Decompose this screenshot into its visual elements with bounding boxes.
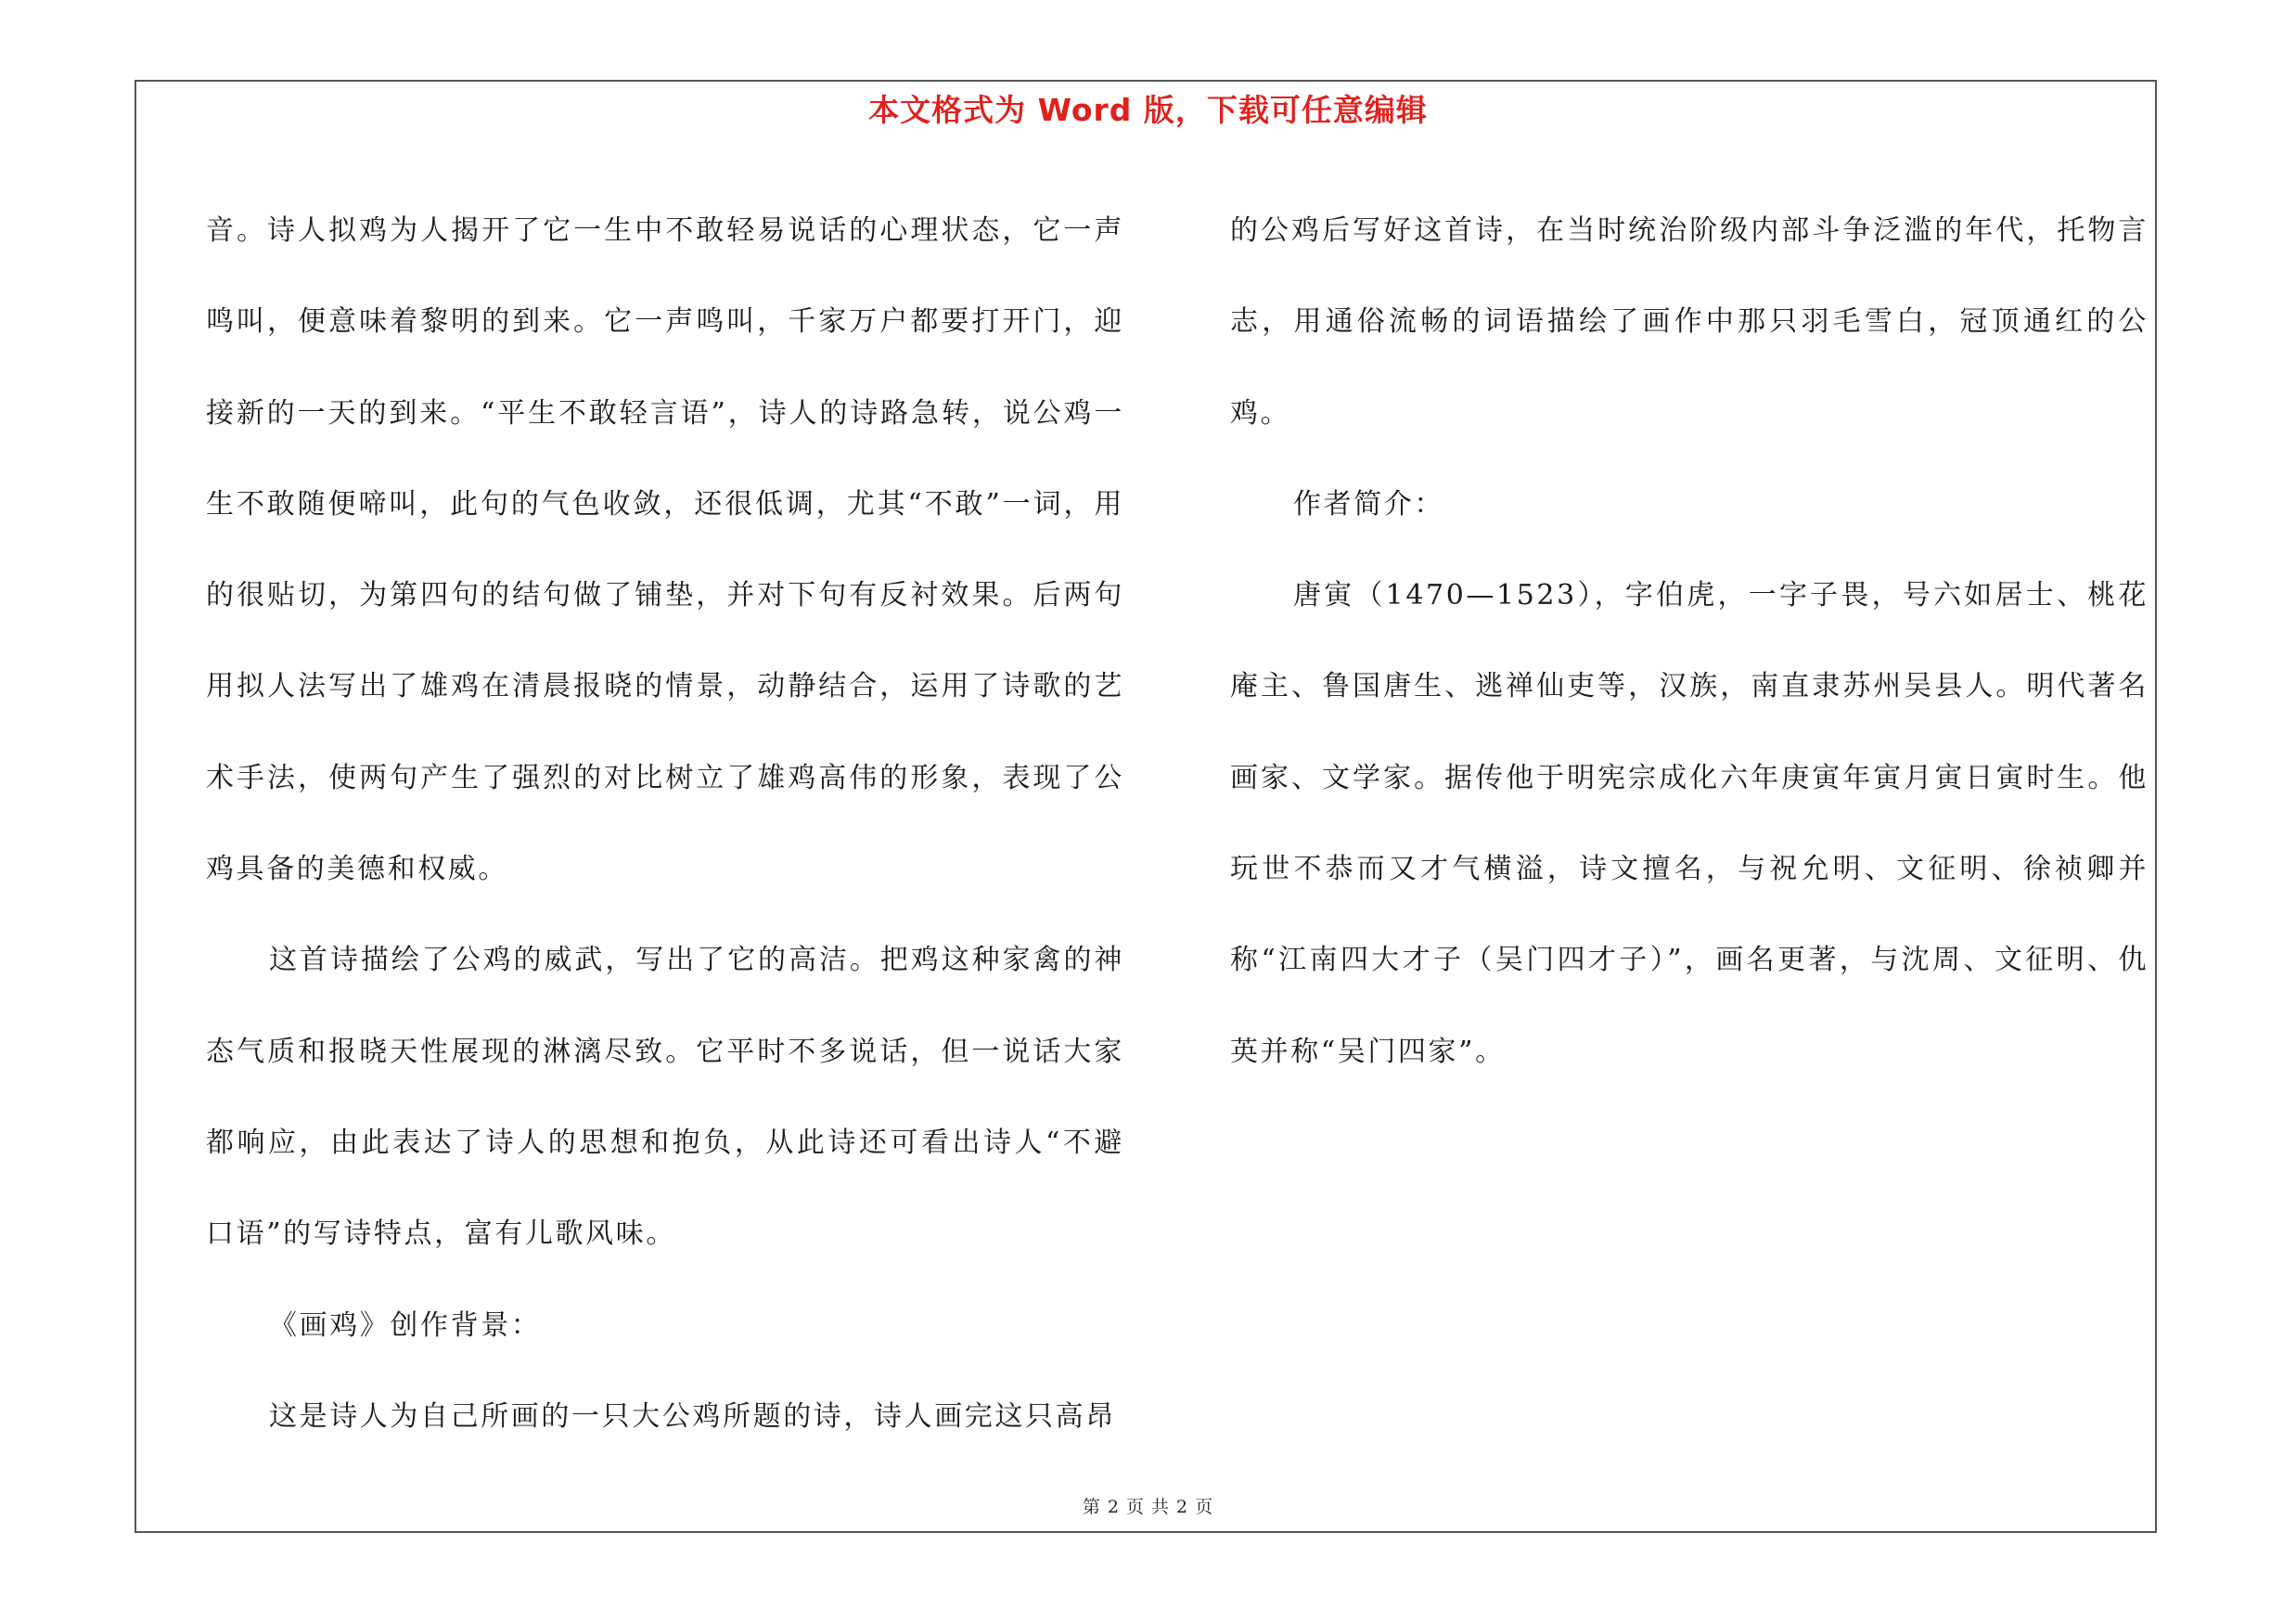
body-paragraph: 的公鸡后写好这首诗，在当时统治阶级内部斗争泛滥的年代，托物言志，用通俗流畅的词语描绘了画作中那只羽毛雪白，冠顶通红的公鸡。 — [1230, 214, 2148, 430]
section-heading: 《画鸡》创作背景： — [269, 1308, 542, 1342]
section-heading: 作者简介： — [1293, 487, 1444, 521]
body-paragraph: 音。诗人拟鸡为人揭开了它一生中不敢轻易说话的心理状态，它一声鸣叫，便意味着黎明的到来。它一声鸣叫，千家万户都要打开门，迎接新的一天的到来。“平生不敢轻言语”，诗人的诗路急转，说公鸡一生不敢随便啼叫，此句的气色收敛，还很低调，尤其“不敢”一词，用的很贴切，为第四句的结句做了铺垫，并对下句有反衬效果。后两句用拟人法写出了雄鸡在清晨报晓的情景，动静结合，运用了诗歌的艺术手法，使两句产生了强烈的对比树立了雄鸡高伟的形象，表现了公鸡具备的美德和权威。 — [206, 214, 1124, 886]
right-text-column — [1230, 186, 2148, 1098]
body-paragraph: 唐寅（1470—1523），字伯虎，一字子畏，号六如居士、桃花庵主、鲁国唐生、逃禅仙吏等，汉族，南直隶苏州吴县人。明代著名画家、文学家。据传他于明宪宗成化六年庚寅年寅月寅日寅时生。他玩世不恭而又才气横溢，诗文擅名，与祝允明、文征明、徐祯卿并称“江南四大才子（吴门四才子）”，画名更著，与沈周、文征明、仇英并称“吴门四家”。 — [1230, 579, 2148, 1068]
body-paragraph: 这首诗描绘了公鸡的威武，写出了它的高洁。把鸡这种家禽的神态气质和报晓天性展现的淋漓尽致。它平时不多说话，但一说话大家都响应，由此表达了诗人的思想和抱负，从此诗还可看出诗人“不避口语”的写诗特点，富有儿歌风味。 — [206, 944, 1124, 1251]
page-header-title: 本文格式为 Word 版，下载可任意编辑 — [868, 92, 1428, 128]
left-text-column — [206, 186, 1124, 1462]
page-number-footer: 第 2 页 共 2 页 — [1082, 1497, 1214, 1517]
body-paragraph: 这是诗人为自己所画的一只大公鸡所题的诗，诗人画完这只高昂 — [269, 1399, 1116, 1433]
